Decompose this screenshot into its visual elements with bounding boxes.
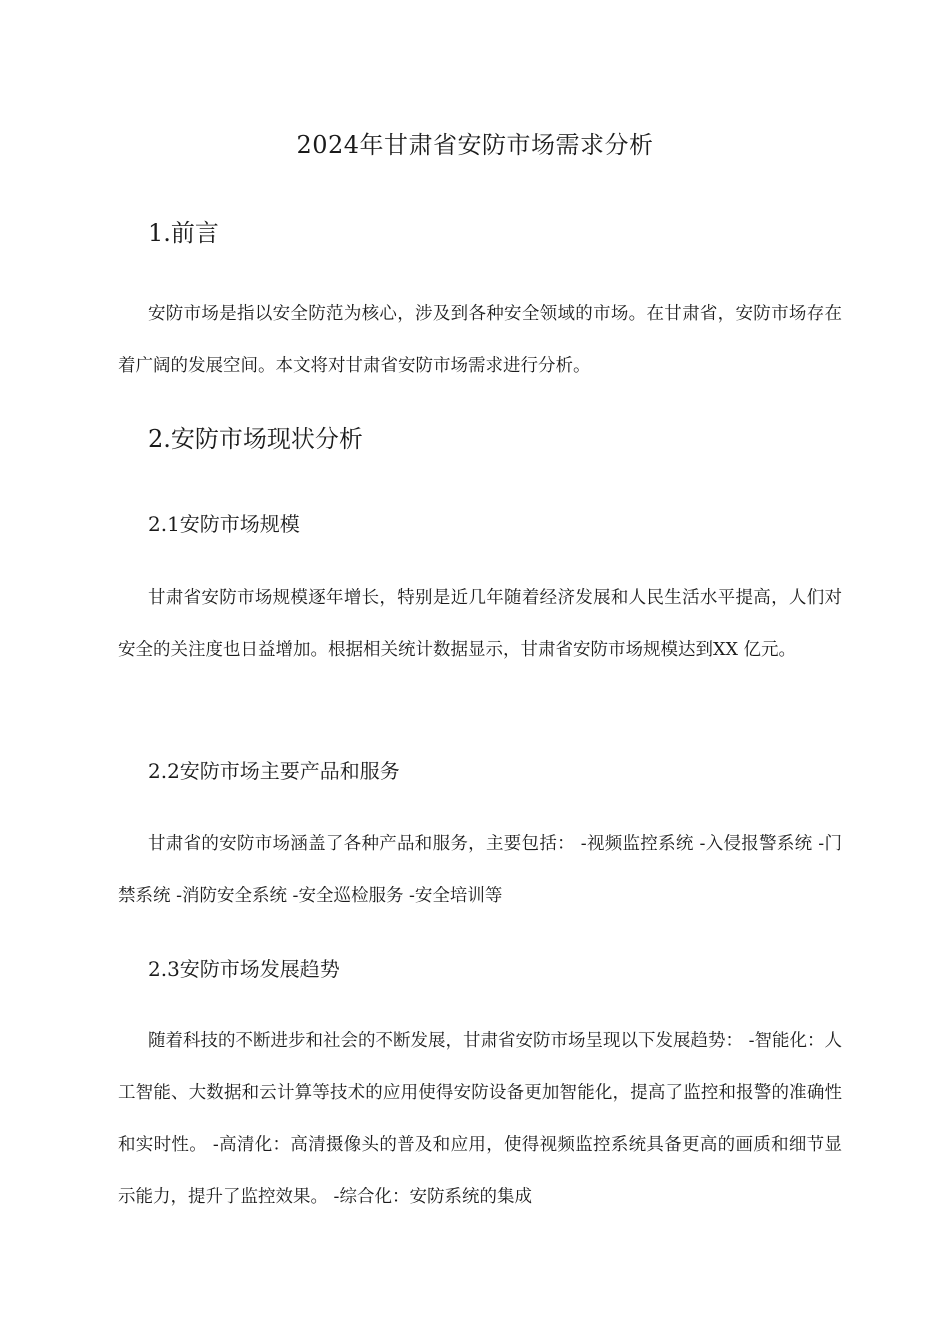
trends-paragraph: 随着科技的不断进步和社会的不断发展，甘肃省安防市场呈现以下发展趋势： -智能化：人工智能、大数据和云计算等技术的应用使得安防设备更加智能化，提高了监控和报警的准确性和实时性。 -高清化：高清摄像头的普及和应用，使得视频监控系统具备更高的画质和细节显示能力，提升了监控效果。 -综合化：安防系统的集成 (118, 1031, 842, 1207)
products-paragraph: 甘肃省的安防市场涵盖了各种产品和服务，主要包括： -视频监控系统 -入侵报警系统 -门禁系统 -消防安全系统 -安全巡检服务 -安全培训等 (118, 834, 842, 906)
preface-paragraph: 安防市场是指以安全防范为核心，涉及到各种安全领域的市场。在甘肃省，安防市场存在着广阔的发展空间。本文将对甘肃省安防市场需求进行分析。 (118, 304, 842, 376)
document-title: 2024年甘肃省安防市场需求分析 (296, 131, 654, 159)
subsection-heading-scale: 2.1安防市场规模 (148, 512, 300, 536)
scale-paragraph: 甘肃省安防市场规模逐年增长，特别是近几年随着经济发展和人民生活水平提高，人们对安全的关注度也日益增加。根据相关统计数据显示，甘肃省安防市场规模达到XX 亿元。 (118, 588, 842, 660)
subsection-heading-trends: 2.3安防市场发展趋势 (148, 957, 340, 981)
section-heading-preface: 1.前言 (148, 219, 219, 247)
subsection-heading-products: 2.2安防市场主要产品和服务 (148, 759, 400, 783)
section-heading-status: 2.安防市场现状分析 (148, 425, 363, 453)
